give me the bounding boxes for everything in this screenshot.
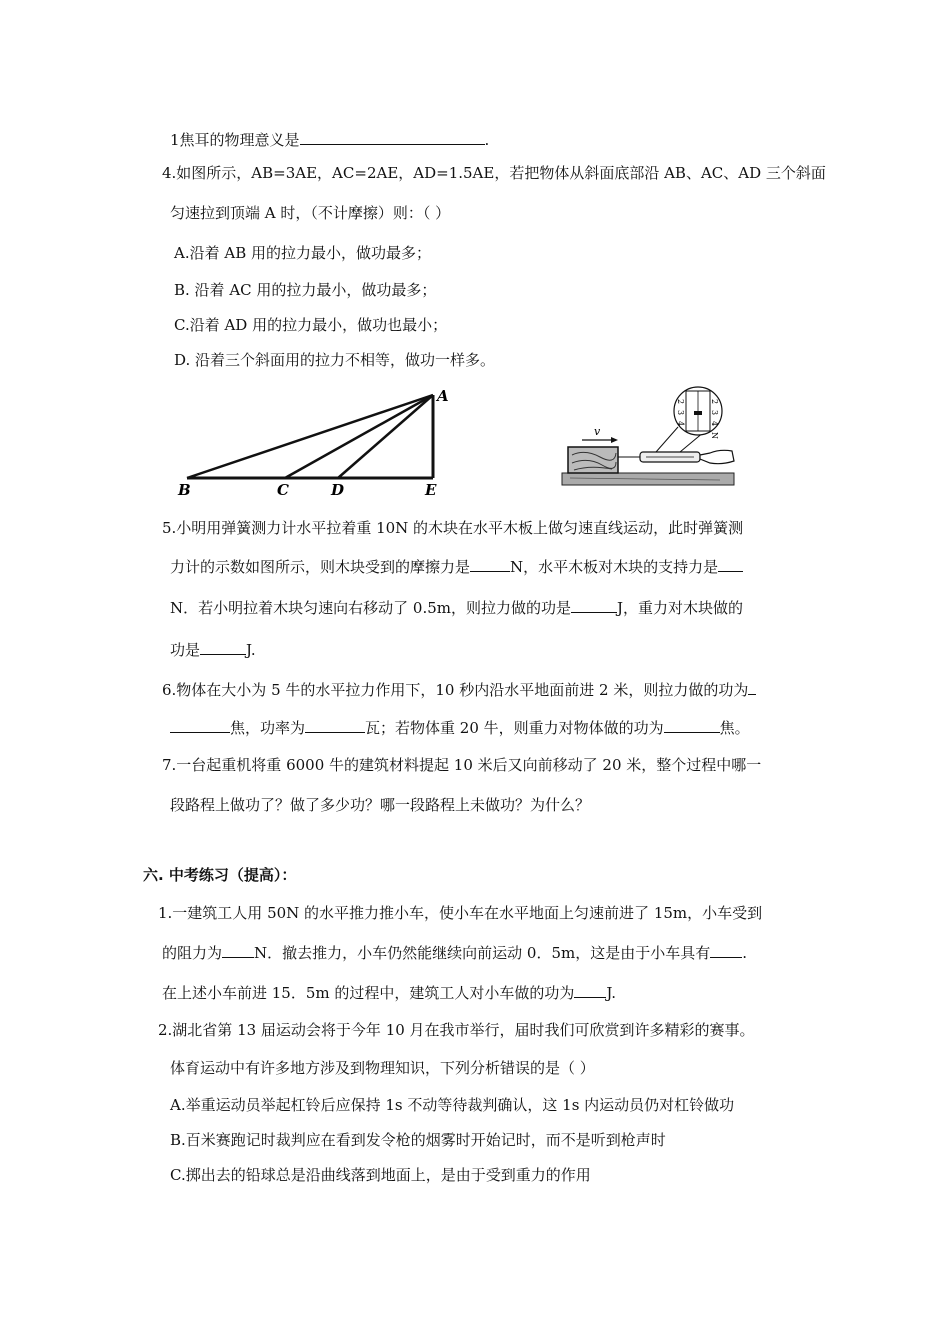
label-a: A xyxy=(437,387,449,405)
answer-blank-inertia xyxy=(710,943,742,958)
label-d: D xyxy=(331,481,345,499)
q5-text: 力计的示数如图所示，则木块受到的摩擦力是 xyxy=(170,558,471,576)
question-text-end: . xyxy=(484,131,490,149)
section-title: 六. 中考练习（提高）： xyxy=(143,866,297,884)
p1-text: . xyxy=(742,944,748,962)
p1-text: N．撤去推力，小车仍然能继续向前运动 0．5m，这是由于小车具有 xyxy=(254,944,711,962)
q5-text: 功是 xyxy=(170,641,201,659)
answer-blank-gravity-work xyxy=(664,718,720,733)
question-energy-unit xyxy=(170,130,489,150)
answer-blank-support xyxy=(718,557,743,572)
question-text: 1焦耳的物理意义是 xyxy=(170,131,300,149)
answer-blank-work xyxy=(170,718,230,733)
q6-line-1 xyxy=(162,680,756,700)
scale-unit: N xyxy=(710,432,719,439)
q6-line-2 xyxy=(170,718,750,738)
velocity-label: v xyxy=(594,425,601,438)
scale-left-4: 4 xyxy=(676,421,685,427)
q7-line-2: 段路程上做功了？做了多少功？哪一段路程上未做功？为什么？ xyxy=(170,796,591,814)
answer-blank-resistance xyxy=(222,943,254,958)
q7-line-1: 7.一台起重机将重 6000 牛的建筑材料提起 10 米后又向前移动了 20 米，整个过程中哪一 xyxy=(162,756,762,774)
label-e: E xyxy=(425,481,437,499)
q5-text: N，水平木板对木块的支持力是 xyxy=(510,558,719,576)
q5-line-3 xyxy=(170,598,743,618)
q5-text: J，重力对木块做的 xyxy=(616,599,743,617)
answer-blank-start xyxy=(748,680,756,695)
answer-blank xyxy=(300,130,485,145)
p2-option-a: A.举重运动员举起杠铃后应保持 1s 不动等待裁判确认，这 1s 内运动员仍对杠铃做功 xyxy=(170,1096,735,1114)
p1-line-3 xyxy=(162,983,616,1003)
pointer xyxy=(694,411,702,415)
p1-text: J. xyxy=(606,984,617,1002)
p1-line-2 xyxy=(162,943,747,963)
q4-line-1: 4.如图所示，AB=3AE，AC=2AE，AD=1.5AE，若把物体从斜面底部沿 AB、AC、AD 三个斜面 xyxy=(162,164,826,182)
scale-left-2: 2 xyxy=(676,399,685,405)
q5-line-1: 5.小明用弹簧测力计水平拉着重 10N 的木块在水平木板上做匀速直线运动，此时弹簧测 xyxy=(162,519,744,537)
q5-line-4 xyxy=(170,640,256,660)
q6-text: 焦。 xyxy=(719,719,750,737)
q6-text: 6.物体在大小为 5 牛的水平拉力作用下，10 秒内沿水平地面前进 2 米，则拉力做的功为 xyxy=(162,681,749,699)
q4-option-b: B. 沿着 AC 用的拉力最小，做功最多； xyxy=(174,281,437,299)
p2-line-2: 体育运动中有许多地方涉及到物理知识，下列分析错误的是（ ） xyxy=(170,1059,595,1077)
line-ad xyxy=(338,395,433,478)
answer-blank-work xyxy=(571,598,617,613)
p1-text: 的阻力为 xyxy=(162,944,223,962)
scale-right-4: 4 xyxy=(710,421,719,427)
q4-option-c: C.沿着 AD 用的拉力最小，做功也最小； xyxy=(174,316,448,334)
q6-text: 瓦；若物体重 20 牛，则重力对物体做的功为 xyxy=(365,719,664,737)
scale-right-2: 2 xyxy=(710,399,719,405)
q5-line-2 xyxy=(170,557,743,577)
q5-text: N．若小明拉着木块匀速向右移动了 0.5m，则拉力做的功是 xyxy=(170,599,571,617)
answer-blank-work xyxy=(574,983,606,998)
magnify-line-left xyxy=(656,427,678,452)
p2-line-1: 2.湖北省第 13 届运动会将于今年 10 月在我市举行，届时我们可欣赏到许多精彩的赛事。 xyxy=(158,1021,755,1039)
answer-blank-friction xyxy=(470,557,510,572)
label-b: B xyxy=(178,481,191,499)
q4-line-2: 匀速拉到顶端 A 时，（不计摩擦）则：（ ） xyxy=(170,204,451,222)
label-c: C xyxy=(277,481,289,499)
scale-left-3: 3 xyxy=(676,410,685,416)
scale-right-3: 3 xyxy=(710,410,719,416)
line-ab xyxy=(187,395,433,478)
q4-option-d: D. 沿着三个斜面用的拉力不相等，做功一样多。 xyxy=(174,351,496,369)
incline-figure xyxy=(175,385,465,500)
answer-blank-gravity-work xyxy=(200,640,246,655)
p2-option-b: B.百米赛跑记时裁判应在看到发令枪的烟雾时开始记时，而不是听到枪声时 xyxy=(170,1131,666,1149)
p2-option-c: C.掷出去的铅球总是沿曲线落到地面上，是由于受到重力的作用 xyxy=(170,1166,591,1184)
q5-text: J. xyxy=(246,641,256,659)
q6-text: 焦，功率为 xyxy=(230,719,306,737)
answer-blank-power xyxy=(305,718,365,733)
p1-text: 在上述小车前进 15．5m 的过程中，建筑工人对小车做的功为 xyxy=(162,984,575,1002)
hand xyxy=(700,450,734,463)
p1-line-1: 1.一建筑工人用 50N 的水平推力推小车，使小车在水平地面上匀速前进了 15m，小车受到 xyxy=(158,904,763,922)
velocity-arrowhead xyxy=(611,437,618,443)
spring-scale-figure xyxy=(560,385,740,490)
q4-option-a: A.沿着 AB 用的拉力最小，做功最多； xyxy=(174,244,431,262)
